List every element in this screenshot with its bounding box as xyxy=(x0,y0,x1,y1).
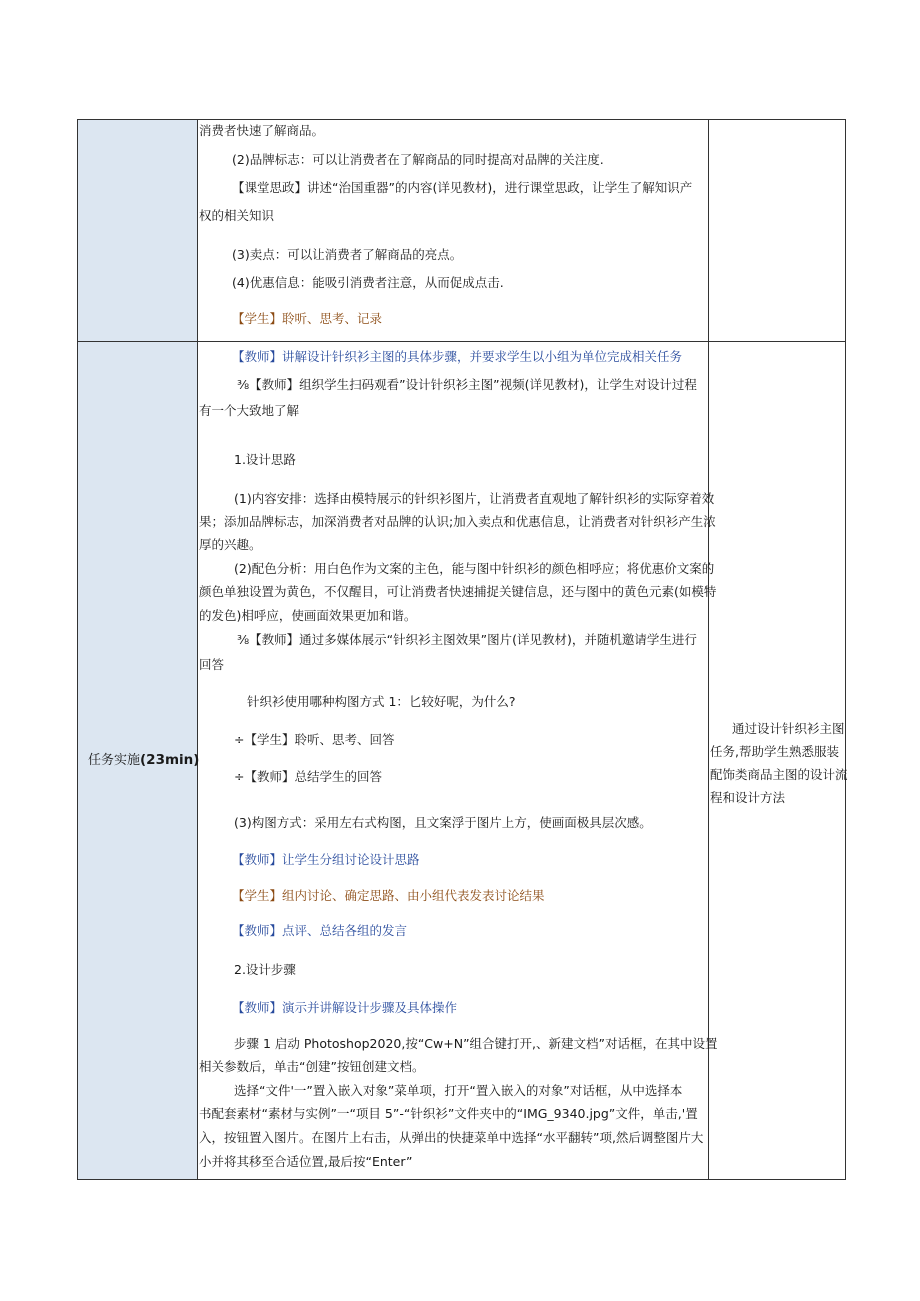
row1-line-1: 消费者快速了解商品。 xyxy=(199,123,325,138)
row2-line-2: ⅜【教师】组织学生扫码观看”设计针织衫主图”视频(详见教材)，让学生对设计过程 xyxy=(237,377,697,392)
row2-line-20: 2.设计步骤 xyxy=(234,962,296,977)
row2-line-16: (3)构图方式：采用左右式构图，且文案浮于图片上方，使画面极具层次感。 xyxy=(234,815,652,830)
row2-line-25: 书配套素材“素材与实例”一“项目 5”-“针织衫”文件夹中的“IMG_9340.jpg”文件，单击,'置 xyxy=(199,1106,698,1121)
row2-line-3: 有一个大致地了解 xyxy=(199,403,300,418)
design-note-4: 程和设计方法 xyxy=(710,790,786,805)
row2-line-15: ÷【教师】总结学生的回答 xyxy=(234,769,382,784)
row1-line-5: (3)卖点：可以让消费者了解商品的亮点。 xyxy=(232,247,463,262)
row2-line-14: ÷【学生】聆听、思考、回答 xyxy=(234,732,395,747)
design-note-3: 配饰类商品主图的设计流 xyxy=(710,767,848,782)
row2-line-24: 选择“文件'一”置入嵌入对象”菜单项，打开“置入嵌入的对象”对话框，从中选择本 xyxy=(234,1083,683,1098)
row2-line-21: 【教师】演示并讲解设计步骤及具体操作 xyxy=(232,1000,458,1015)
row1-line-4: 权的相关知识 xyxy=(199,208,275,223)
row2-line-1: 【教师】讲解设计针织衫主图的具体步骤，并要求学生以小组为单位完成相关任务 xyxy=(232,349,683,364)
stage-label xyxy=(88,752,199,769)
row2-line-5: (1)内容安排：选择由模特展示的针织衫图片，让消费者直观地了解针织衫的实际穿着效 xyxy=(234,491,715,506)
row-divider xyxy=(78,341,845,342)
row2-line-23: 相关参数后，单击“创建”按钮创建文档。 xyxy=(199,1059,425,1074)
row2-line-13: 针织衫使用哪种构图方式 1：匕较好呢，为什么? xyxy=(247,694,516,709)
design-note-2: 任务,帮助学生熟悉服装 xyxy=(710,744,839,759)
stage-cell-row1 xyxy=(78,120,197,341)
row2-line-26: 入，按钮置入图片。在图片上右击，从弹出的快捷菜单中选择“水平翻转”项,然后调整图片大 xyxy=(199,1130,704,1145)
row2-line-6: 果；添加品牌标志，加深消费者对品牌的认识;加入卖点和优惠信息，让消费者对针织衫产生浓 xyxy=(199,514,716,529)
row2-line-8: (2)配色分析：用白色作为文案的主色，能与图中针织衫的颜色相呼应；将优惠价文案的 xyxy=(234,561,715,576)
row2-line-7: 厚的兴趣。 xyxy=(199,537,262,552)
row2-line-9: 颜色单独设置为黄色，不仅醒目，可让消费者快速捕捉关键信息，还与图中的黄色元素(如模特 xyxy=(199,584,717,599)
row1-line-3: 【课堂思政】讲述“治国重器”的内容(详见教材)，进行课堂思政，让学生了解知识产 xyxy=(232,180,693,195)
column-divider-1 xyxy=(197,120,198,1179)
column-divider-2 xyxy=(708,120,709,1179)
row2-line-18: 【学生】组内讨论、确定思路、由小组代表发表讨论结果 xyxy=(232,888,545,903)
row2-line-17: 【教师】让学生分组讨论设计思路 xyxy=(232,852,420,867)
row2-line-22: 步骤 1 启动 Photoshop2020,按“Cw+N”组合键打开,、新建文档”对话框，在其中设置 xyxy=(234,1036,718,1051)
row2-line-10: 的发色)相呼应，使画面效果更加和谐。 xyxy=(199,608,417,623)
row2-line-4: 1.设计思路 xyxy=(234,452,296,467)
row2-line-27: 小并将其移至合适位置,最后按“Enter” xyxy=(199,1154,413,1169)
row2-line-19: 【教师】点评、总结各组的发言 xyxy=(232,923,408,938)
row1-student-line: 【学生】聆听、思考、记录 xyxy=(232,311,383,326)
row2-line-11: ⅜【教师】通过多媒体展示“针织衫主图效果”图片(详见教材)，并随机邀请学生进行 xyxy=(237,632,697,647)
row2-line-12: 回答 xyxy=(199,657,225,672)
design-note-1: 通过设计针织衫主图 xyxy=(732,721,845,736)
lesson-plan-table xyxy=(77,119,846,1180)
stage-text: 任务实施 xyxy=(88,753,141,768)
row1-line-2: (2)品牌标志：可以让消费者在了解商品的同时提高对品牌的关注度. xyxy=(232,152,604,167)
stage-time: (23min) xyxy=(140,752,200,768)
row1-line-6: (4)优惠信息：能吸引消费者注意，从而促成点击. xyxy=(232,275,504,290)
